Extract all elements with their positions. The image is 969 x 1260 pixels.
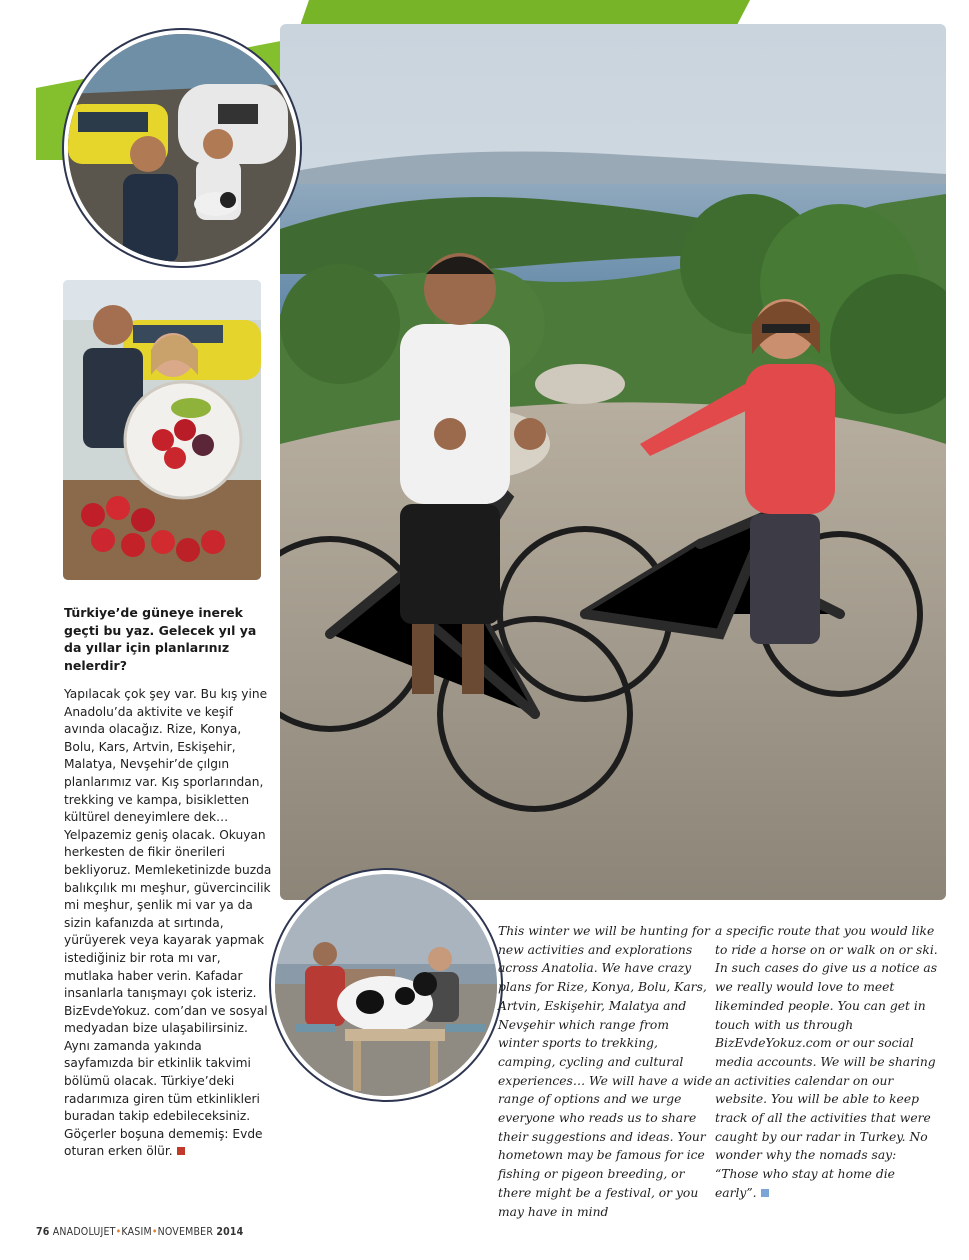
footer-separator-2: • [151, 1226, 158, 1238]
page-footer [36, 1226, 243, 1238]
end-mark-blue [761, 1189, 769, 1197]
end-mark-red [177, 1147, 185, 1155]
turkish-answer-text [64, 686, 274, 1161]
english-column-2: a specific route that you would like to ride a horse on or walk on or ski. In such cases do give us a notice as we really would love to meet likeminded people. You can get in touch with us through BizEvdeYokuz.com or our social media accounts. We will be sharing an activities calendar on our website. You will be able to keep track of all the activities that were caught by our radar in Turkey. No wonder why the nomads say: “Those who stay at home die early”. [715, 924, 938, 1200]
footer-brand: ANADOLUJET [52, 1226, 116, 1238]
photo-couple-with-dog [271, 870, 501, 1100]
footer-separator-1: • [115, 1226, 122, 1238]
footer-month-en: NOVEMBER [157, 1226, 214, 1238]
main-photo-cyclists [280, 24, 946, 900]
photo-couple-with-fruit [63, 280, 261, 580]
page-number: 76 [36, 1226, 50, 1238]
interview-question: Türkiye’de güneye inerek geçti bu yaz. Gelecek yıl ya da yıllar için planlarınız nelerdir? [64, 605, 257, 673]
english-column-2-text [715, 922, 940, 1203]
footer-month-tr: KASIM [121, 1226, 152, 1238]
green-header-band [300, 0, 750, 26]
turkish-answer-body: Yapılacak çok şey var. Bu kış yine Anadolu’da aktivite ve keşif avında olacağız. Rize, Konya, Bolu, Kars, Artvin, Eskişehir, Malatya, Nevşehir’de çılgın planlarımız var. Kış sporlarından, trekking ve kampa, bisikletten kültürel deneyimlere dek… Yelpazemiz geniş olacak. Okuyan herkesten de fikir önerileri bekliyoruz. Memleketinizde buzda balıkçılık mı meşhur, güvercincilik mi meşhur, şenlik mi var ya da sizin kafanızda at sırtında, yürüyerek veya kayarak yapmak istediğiniz bir rota mı var, mutlaka haber verin. Kafadar insanlarla tanışmayı çok isteriz. BizEvdeYokuz. com’dan ve sosyal medyadan bize ulaşabilirsiniz. Aynı zamanda yakında sayfamızda bir etkinlik takvimi bölümü olacak. Türkiye’deki radarımıza giren tüm etkinlikleri buradan takip edebileceksiniz. Göçerler boşuna dememiş: Evde oturan erken ölür. [64, 687, 272, 1159]
english-column-1: This winter we will be hunting for new activities and explorations across Anatolia. We have crazy plans for Rize, Konya, Bolu, Kars, Artvin, Eskişehir, Malatya and Nevşehir which range from winter sports to trekking, camping, cycling and cultural experiences… We will have a wide range of options and we urge everyone who reads us to share their suggestions and ideas. Your hometown may be famous for ice fishing or pigeon breeding, or there might be a festival, or you may have in mind [498, 924, 713, 1219]
photo-couple-with-caravan [64, 30, 300, 266]
footer-year: 2014 [216, 1226, 244, 1238]
